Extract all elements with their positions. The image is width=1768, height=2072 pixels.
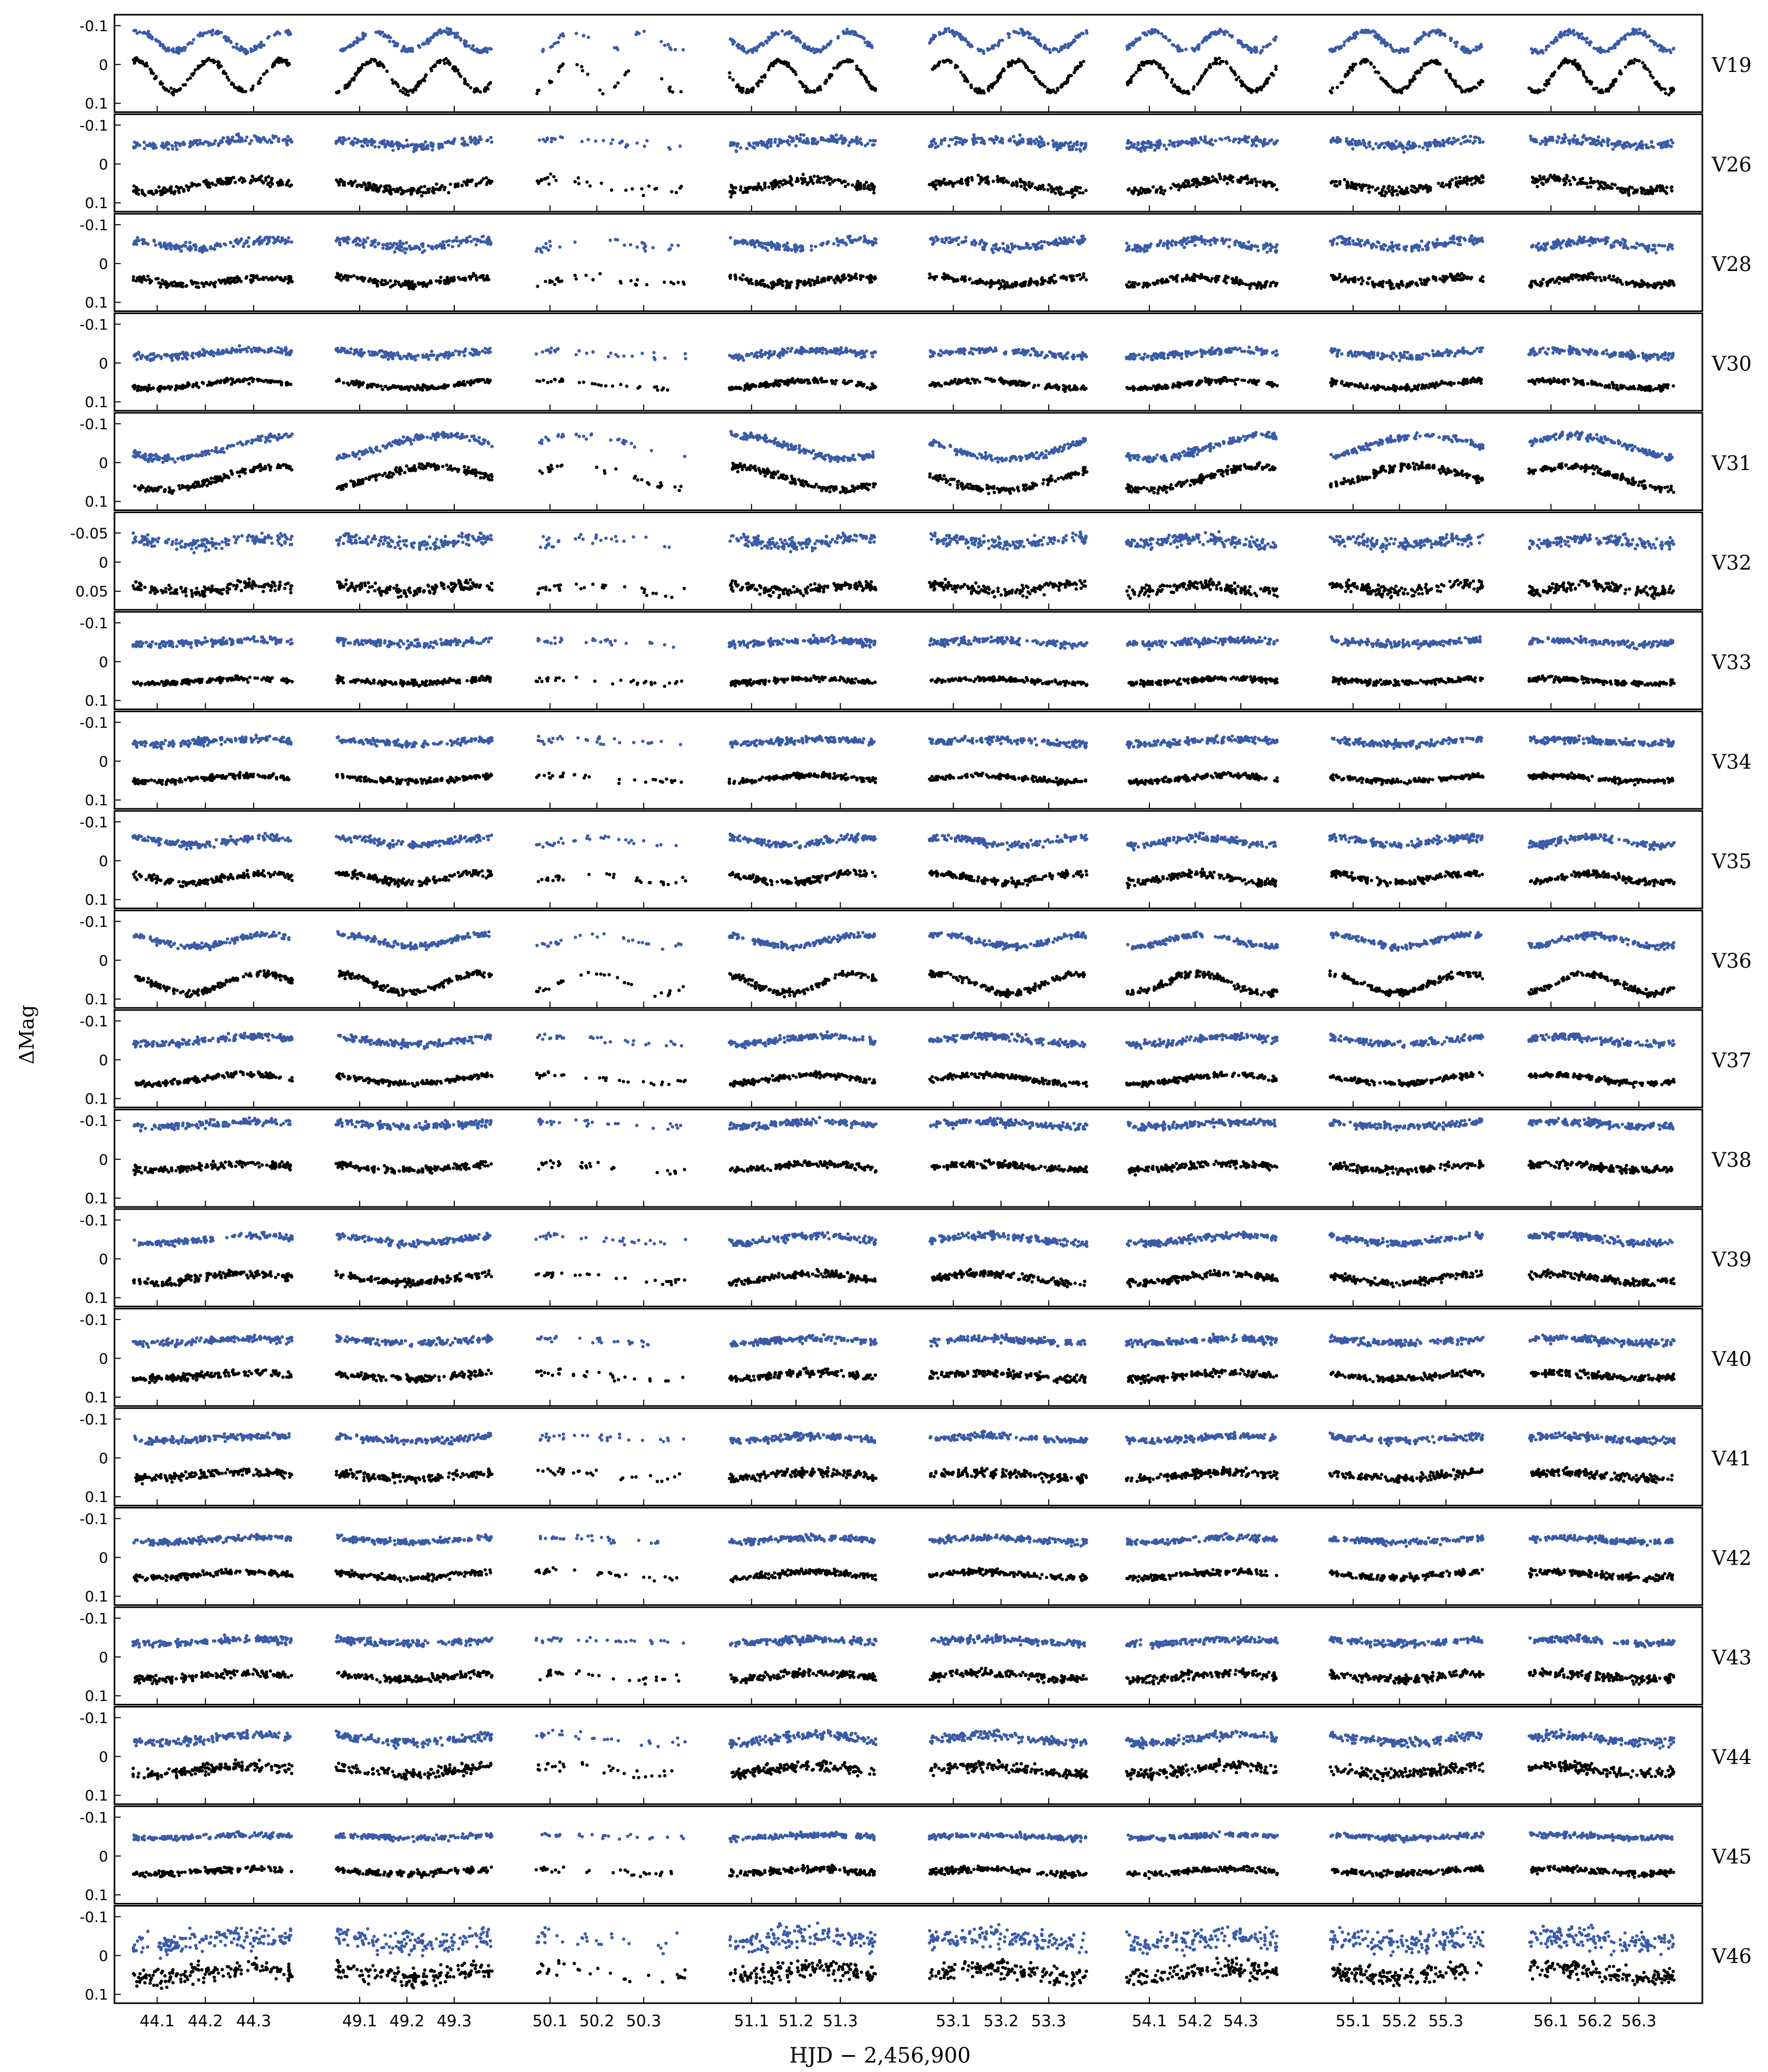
data-point-black: [739, 87, 742, 90]
data-point-black: [561, 63, 564, 66]
data-point-black: [581, 69, 584, 72]
data-point-blue: [541, 48, 545, 51]
data-point-blue: [789, 32, 792, 35]
data-point-blue: [235, 43, 238, 46]
data-point-black: [819, 88, 822, 91]
data-point-black: [412, 88, 415, 91]
data-point-black: [144, 63, 147, 66]
data-point-blue: [202, 32, 205, 35]
panel-grid: [70, 15, 1752, 2003]
data-point-black: [463, 78, 466, 81]
data-point-black: [424, 74, 427, 77]
data-point-blue: [219, 31, 223, 34]
data-point-blue: [211, 33, 214, 36]
data-point-black: [586, 72, 589, 76]
data-point-blue: [266, 36, 269, 39]
data-point-blue: [781, 29, 784, 33]
data-point-blue: [135, 32, 139, 35]
data-point-blue: [339, 48, 342, 51]
data-point-blue: [473, 48, 476, 51]
data-point-blue: [774, 31, 777, 34]
data-point-blue: [859, 35, 862, 38]
data-point-blue: [864, 41, 867, 44]
data-point-blue: [747, 50, 750, 53]
data-point-blue: [479, 49, 483, 52]
data-point-black: [601, 92, 604, 95]
data-point-black: [836, 64, 839, 67]
data-point-blue: [454, 34, 457, 37]
data-point-black: [165, 88, 168, 91]
data-point-black: [671, 90, 674, 93]
data-point-blue: [783, 33, 787, 36]
data-point-black: [252, 85, 255, 88]
data-point-blue: [464, 45, 467, 48]
data-point-black: [824, 81, 827, 85]
data-point-black: [679, 90, 683, 93]
data-point-black: [444, 57, 447, 60]
data-point-black: [613, 86, 616, 89]
data-point-blue: [845, 28, 849, 31]
data-point-blue: [947, 27, 950, 30]
data-point-black: [152, 72, 155, 75]
data-point-blue: [836, 36, 840, 39]
data-point-black: [385, 70, 389, 73]
panel-frame: [114, 15, 1702, 112]
data-point-black: [794, 73, 798, 76]
data-point-blue: [755, 49, 758, 52]
y-tick-label: -0.1: [79, 17, 108, 35]
data-point-black: [812, 89, 815, 92]
data-point-blue: [871, 46, 874, 49]
data-point-blue: [849, 32, 852, 35]
data-point-black: [453, 69, 456, 72]
data-point-black: [346, 86, 349, 89]
data-point-black: [162, 86, 165, 89]
data-point-black: [832, 66, 835, 69]
data-point-black: [741, 89, 744, 92]
data-point-blue: [226, 37, 229, 40]
data-point-blue: [559, 34, 562, 37]
data-point-black: [867, 80, 870, 84]
data-point-blue: [394, 43, 397, 46]
data-point-blue: [163, 45, 166, 48]
data-point-blue: [486, 48, 489, 51]
data-point-blue: [289, 33, 292, 36]
data-point-black: [559, 65, 562, 68]
data-point-blue: [431, 36, 434, 39]
data-point-blue: [770, 35, 773, 38]
data-point-blue: [184, 46, 187, 49]
data-point-black: [770, 62, 773, 65]
data-point-black: [777, 58, 780, 61]
data-point-blue: [666, 43, 669, 46]
data-point-black: [141, 61, 144, 65]
data-point-black: [271, 64, 275, 67]
data-point-black: [391, 78, 394, 81]
data-point-blue: [232, 46, 235, 49]
data-point-black: [354, 74, 358, 77]
data-point-black: [416, 84, 420, 87]
panel-v19: [79, 15, 1751, 112]
data-point-blue: [445, 30, 448, 34]
data-point-blue: [742, 47, 745, 50]
data-point-blue: [635, 30, 639, 34]
data-point-black: [336, 91, 339, 94]
data-point-blue: [824, 46, 828, 49]
data-point-black: [285, 59, 288, 62]
star-label-v26: V26: [1711, 153, 1752, 176]
data-point-black: [430, 69, 433, 72]
data-point-blue: [1022, 33, 1026, 36]
data-point-blue: [555, 41, 558, 44]
data-point-black: [856, 68, 860, 71]
data-point-black: [537, 89, 540, 92]
data-point-blue: [440, 30, 443, 34]
data-point-black: [483, 89, 486, 92]
data-point-blue: [660, 40, 663, 43]
data-point-black: [373, 58, 376, 61]
data-point-blue: [205, 31, 208, 34]
y-tick-label: 0: [99, 255, 108, 273]
data-point-black: [196, 67, 200, 70]
data-point-black: [178, 88, 181, 91]
data-point-black: [404, 88, 407, 91]
data-point-black: [406, 93, 410, 97]
data-point-black: [365, 61, 369, 64]
data-point-black: [244, 90, 247, 93]
data-point-black: [133, 61, 136, 65]
y-tick-label: -0.1: [79, 216, 108, 234]
data-point-black: [154, 76, 158, 79]
data-point-black: [259, 77, 262, 80]
data-point-black: [448, 63, 451, 66]
data-point-blue: [459, 37, 462, 40]
data-point-blue: [811, 47, 814, 50]
data-point-black: [438, 61, 441, 64]
data-point-blue: [386, 34, 390, 37]
data-point-blue: [768, 38, 771, 41]
data-point-blue: [1027, 36, 1030, 39]
data-point-blue: [426, 37, 429, 40]
data-point-blue: [467, 44, 470, 47]
y-tick-label: -0.1: [79, 117, 108, 134]
data-point-black: [376, 62, 379, 65]
data-point-blue: [404, 49, 407, 53]
data-point-blue: [167, 46, 170, 49]
data-point-black: [756, 84, 759, 87]
data-point-blue: [379, 33, 382, 36]
data-point-blue: [587, 36, 590, 39]
data-point-blue: [392, 40, 395, 43]
data-point-black: [170, 87, 173, 90]
data-point-black: [598, 88, 601, 91]
data-point-blue: [582, 34, 585, 37]
data-point-blue: [674, 48, 677, 51]
data-point-black: [277, 59, 280, 63]
data-point-black: [728, 71, 731, 75]
data-point-blue: [278, 32, 281, 35]
data-point-black: [484, 86, 487, 89]
data-point-black: [536, 92, 539, 95]
data-point-black: [216, 64, 219, 67]
data-point-black: [466, 84, 469, 87]
data-point-black: [394, 81, 397, 84]
data-point-black: [479, 90, 482, 93]
data-point-black: [667, 87, 671, 90]
data-point-blue: [802, 45, 805, 48]
data-point-black: [357, 69, 360, 72]
data-point-blue: [259, 40, 263, 44]
data-point-black: [135, 56, 138, 59]
data-point-black: [846, 58, 849, 61]
data-point-blue: [383, 33, 386, 36]
data-point-black: [557, 69, 560, 72]
data-point-blue: [180, 49, 183, 52]
data-point-blue: [965, 39, 968, 43]
data-point-black: [257, 82, 260, 85]
data-point-blue: [235, 46, 238, 49]
data-point-blue: [363, 33, 367, 36]
data-point-black: [360, 66, 363, 69]
data-point-blue: [257, 44, 260, 47]
data-point-black: [616, 81, 620, 85]
data-point-blue: [1049, 51, 1052, 54]
data-point-blue: [175, 50, 178, 54]
data-point-blue: [417, 44, 420, 47]
data-point-blue: [733, 40, 736, 44]
data-point-black: [839, 61, 842, 65]
data-point-black: [746, 88, 749, 91]
data-point-black: [757, 80, 760, 84]
data-point-blue: [1007, 36, 1010, 39]
star-label-v28: V28: [1711, 253, 1752, 276]
data-point-black: [194, 68, 197, 71]
data-point-black: [420, 79, 423, 82]
data-point-blue: [669, 48, 673, 51]
data-point-black: [786, 65, 789, 68]
data-point-blue: [758, 43, 761, 46]
data-point-blue: [155, 39, 158, 43]
data-point-blue: [449, 28, 452, 31]
data-point-black: [623, 73, 626, 76]
data-point-black: [860, 72, 863, 75]
data-point-black: [469, 86, 472, 89]
data-point-blue: [244, 48, 247, 51]
data-point-black: [149, 68, 152, 71]
data-point-black: [240, 88, 244, 91]
data-point-black: [463, 82, 466, 85]
data-point-blue: [159, 43, 162, 46]
data-point-black: [396, 85, 400, 88]
data-point-black: [488, 81, 491, 85]
data-point-blue: [616, 48, 619, 51]
data-point-blue: [253, 45, 256, 48]
data-point-blue: [642, 29, 645, 33]
data-point-black: [809, 89, 812, 92]
data-point-black: [202, 63, 205, 66]
data-point-black: [801, 82, 804, 86]
data-point-blue: [682, 48, 685, 51]
data-point-blue: [844, 31, 847, 34]
data-point-blue: [192, 38, 195, 41]
data-point-blue: [736, 44, 739, 47]
data-point-black: [580, 65, 583, 68]
data-point-black: [232, 83, 235, 86]
data-point-black: [190, 72, 193, 76]
data-point-blue: [409, 49, 412, 52]
data-point-blue: [239, 45, 243, 48]
data-point-black: [459, 75, 462, 78]
y-tick-label: 0.1: [85, 95, 108, 112]
data-point-black: [473, 90, 476, 93]
data-point-black: [432, 65, 435, 68]
data-point-blue: [797, 38, 800, 41]
data-point-blue: [262, 44, 265, 47]
data-point-black: [348, 80, 351, 84]
data-point-black: [871, 87, 874, 90]
data-point-blue: [361, 37, 364, 40]
data-point-blue: [867, 40, 870, 44]
data-point-blue: [273, 33, 276, 36]
data-point-black: [804, 89, 807, 92]
y-tick-label: 0: [99, 155, 108, 173]
data-point-black: [173, 88, 176, 91]
data-point-blue: [663, 44, 666, 47]
data-point-blue: [186, 43, 190, 46]
data-point-black: [456, 68, 459, 71]
data-point-blue: [421, 43, 424, 46]
y-tick-label: 0.1: [85, 294, 108, 311]
data-point-blue: [211, 28, 214, 32]
data-point-blue: [828, 43, 831, 46]
data-point-blue: [148, 33, 151, 36]
data-point-black: [382, 65, 385, 68]
data-point-black: [863, 75, 866, 78]
data-point-black: [265, 70, 268, 73]
data-point-blue: [216, 29, 219, 33]
data-point-blue: [765, 39, 768, 43]
data-point-black: [760, 80, 763, 83]
data-point-blue: [805, 47, 809, 50]
data-point-black: [452, 66, 455, 69]
data-point-black: [731, 78, 735, 81]
data-point-blue: [284, 30, 287, 33]
data-point-blue: [829, 39, 832, 43]
data-point-blue: [426, 41, 430, 45]
data-point-blue: [359, 38, 362, 41]
data-point-black: [369, 60, 372, 64]
data-point-black: [352, 77, 355, 80]
data-point-blue: [489, 47, 493, 50]
data-point-black: [160, 82, 163, 86]
data-point-black: [660, 77, 663, 80]
data-point-black: [207, 57, 210, 60]
y-tick-label: 0: [99, 56, 108, 74]
data-point-blue: [147, 30, 150, 33]
data-point-blue: [388, 40, 391, 43]
data-point-black: [728, 76, 731, 79]
data-point-black: [735, 85, 738, 88]
data-point-black: [227, 78, 231, 81]
data-point-black: [401, 91, 404, 94]
data-point-black: [867, 84, 871, 87]
data-point-black: [784, 60, 788, 64]
data-point-blue: [132, 29, 135, 32]
data-point-black: [214, 60, 217, 63]
star-label-v19: V19: [1711, 54, 1752, 77]
data-point-blue: [191, 41, 194, 45]
data-point-blue: [815, 50, 819, 53]
data-point-black: [249, 88, 253, 91]
data-point-black: [189, 76, 192, 79]
data-point-blue: [229, 41, 233, 44]
data-point-black: [170, 91, 173, 95]
data-point-black: [576, 63, 579, 66]
data-point-blue: [170, 48, 173, 51]
data-point-blue: [374, 30, 378, 34]
data-point-black: [828, 76, 831, 79]
data-point-blue: [346, 45, 349, 48]
data-point-black: [262, 72, 265, 76]
data-point-black: [457, 72, 461, 75]
data-point-blue: [852, 30, 855, 34]
data-point-black: [791, 68, 794, 71]
data-point-black: [224, 72, 227, 75]
data-point-blue: [198, 32, 202, 35]
data-point-black: [762, 74, 766, 77]
data-point-black: [184, 83, 187, 86]
data-point-black: [550, 80, 553, 84]
data-point-black: [370, 58, 373, 61]
y-tick-label: 0.1: [85, 194, 108, 212]
data-point-blue: [451, 32, 454, 35]
data-point-blue: [574, 32, 578, 35]
data-point-blue: [938, 33, 941, 36]
data-point-black: [851, 59, 854, 63]
data-point-blue: [435, 33, 438, 36]
data-point-blue: [613, 46, 616, 49]
data-point-blue: [143, 32, 147, 35]
data-point-black: [829, 73, 832, 76]
data-point-blue: [352, 41, 355, 44]
data-point-black: [443, 62, 446, 65]
data-point-blue: [402, 47, 405, 50]
data-point-blue: [249, 50, 253, 53]
